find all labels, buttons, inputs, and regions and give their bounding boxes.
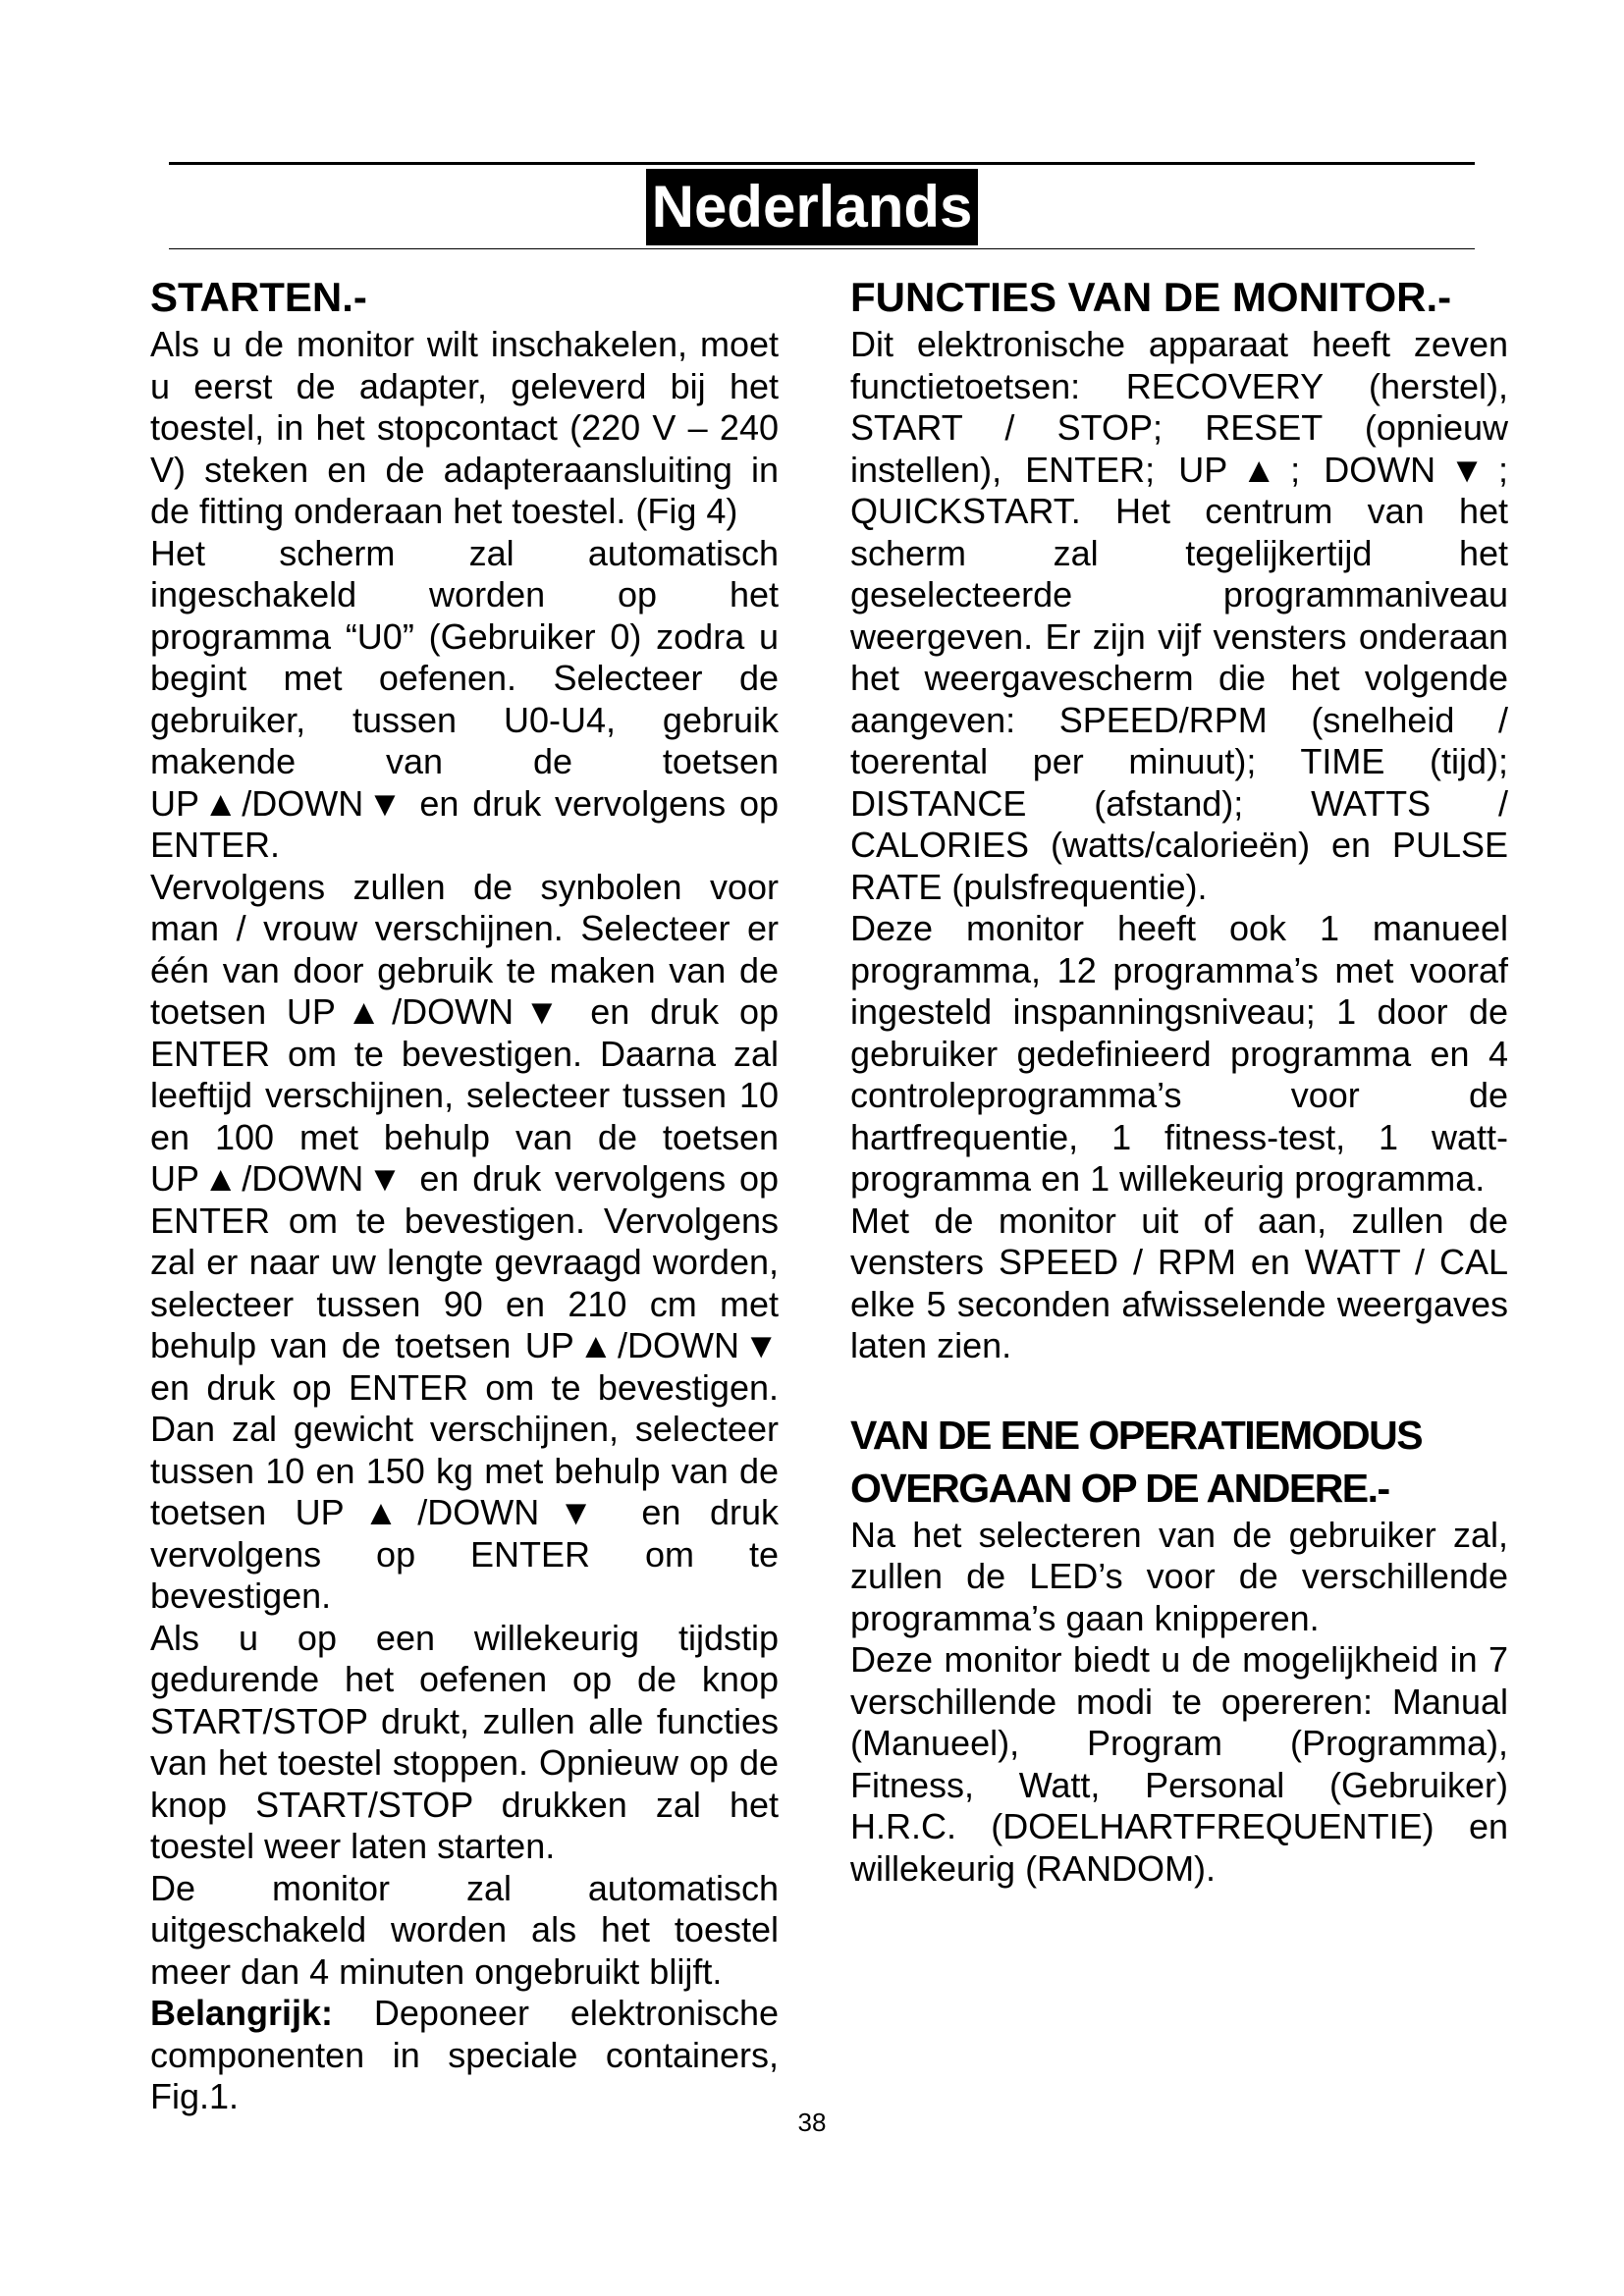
- page-number: 38: [797, 2108, 827, 2137]
- section-heading-operatiemodus: [850, 1409, 1508, 1515]
- header-rule-top: [169, 162, 1475, 165]
- paragraph: Na het selecteren van de gebruiker zal, zullen de LED’s voor de verschillende programma’s gaan knipperen.: [850, 1514, 1508, 1638]
- section-heading-starten: STARTEN.-: [150, 274, 367, 320]
- paragraph: Als u de monitor wilt inschakelen, moet u eerst de adapter, geleverd bij het toestel, in het stopcontact (220 V – 240 V) steken en de adapteraansluiting in de fitting onderaan het toestel. (Fig 4): [150, 324, 779, 531]
- right-column: [850, 271, 1508, 1890]
- paragraph: Dit elektronische apparaat heeft zeven functietoetsen: RECOVERY (herstel), START / STOP; RESET (opnieuw instellen), ENTER; UP▲; DOWN▼; QUICKSTART. Het centrum van het scherm zal tegelijkertijd het geselecteerde programmaniveau weergeven. Er zijn vijf vensters onderaan het weergavescherm die het volgende aangeven: SPEED/RPM (snelheid / toerental per minuut); TIME (tijd); DISTANCE (afstand); WATTS / CALORIES (watts/calorieën) en PULSE RATE (pulsfrequentie).: [850, 324, 1508, 907]
- heading-line: VAN DE ENE OPERATIEMODUS: [850, 1412, 1423, 1458]
- left-column: [150, 271, 779, 2118]
- header-rule-bottom: [169, 248, 1475, 249]
- important-text: Deponeer elektronische componenten in speciale containers, Fig.1.: [150, 1993, 779, 2116]
- heading-line: OVERGAAN OP DE ANDERE.-: [850, 1465, 1389, 1511]
- language-banner: [0, 169, 1624, 245]
- paragraph: Het scherm zal automatisch ingeschakeld worden op het programma “U0” (Gebruiker 0) zodra u begint met oefenen. Selecteer de gebruiker, tussen U0-U4, gebruik makende van de toetsen UP▲/DOWN▼ en druk vervolgens op ENTER.: [150, 532, 779, 865]
- paragraph: Deze monitor heeft ook 1 manueel programma, 12 programma’s met vooraf ingesteld inspanningsniveau; 1 door de gebruiker gedefinieerd programma en 4 controleprogramma’s voor de hartfrequentie, 1 fitness-test, 1 watt-programma en 1 willekeurig programma.: [850, 908, 1508, 1199]
- important-note: [150, 1993, 779, 2118]
- language-label: Nederlands: [646, 169, 979, 245]
- paragraph: De monitor zal automatisch uitgeschakeld worden als het toestel meer dan 4 minuten ongebruikt blijft.: [150, 1867, 779, 1992]
- paragraph: Met de monitor uit of aan, zullen de vensters SPEED / RPM en WATT / CAL elke 5 seconden afwisselende weergaves laten zien.: [850, 1200, 1508, 1365]
- paragraph: Als u op een willekeurig tijdstip gedurende het oefenen op de knop START/STOP drukt, zullen alle functies van het toestel stoppen. Opnieuw op de knop START/STOP drukken zal het toestel weer laten starten.: [150, 1617, 779, 1866]
- section-heading-functies: FUNCTIES VAN DE MONITOR.-: [850, 274, 1452, 320]
- paragraph: Deze monitor biedt u de mogelijkheid in 7 verschillende modi te opereren: Manual (Manueel), Program (Programma), Fitness, Watt, Personal (Gebruiker) H.R.C. (DOELHARTFREQUENTIE) en willekeurig (RANDOM).: [850, 1639, 1508, 1889]
- important-label: Belangrijk:: [150, 1993, 334, 2033]
- paragraph: Vervolgens zullen de synbolen voor man / vrouw verschijnen. Selecteer er één van door gebruik te maken van de toetsen UP▲/DOWN▼ en druk op ENTER om te bevestigen. Daarna zal leeftijd verschijnen, selecteer tussen 10 en 100 met behulp van de toetsen UP▲/DOWN▼ en druk vervolgens op ENTER om te bevestigen. Vervolgens zal er naar uw lengte gevraagd worden, selecteer tussen 90 en 210 cm met behulp van de toetsen UP▲/DOWN▼ en druk op ENTER om te bevestigen. Dan zal gewicht verschijnen, selecteer tussen 10 en 150 kg met behulp van de toetsen UP▲/DOWN▼ en druk vervolgens op ENTER om te bevestigen.: [150, 866, 779, 1616]
